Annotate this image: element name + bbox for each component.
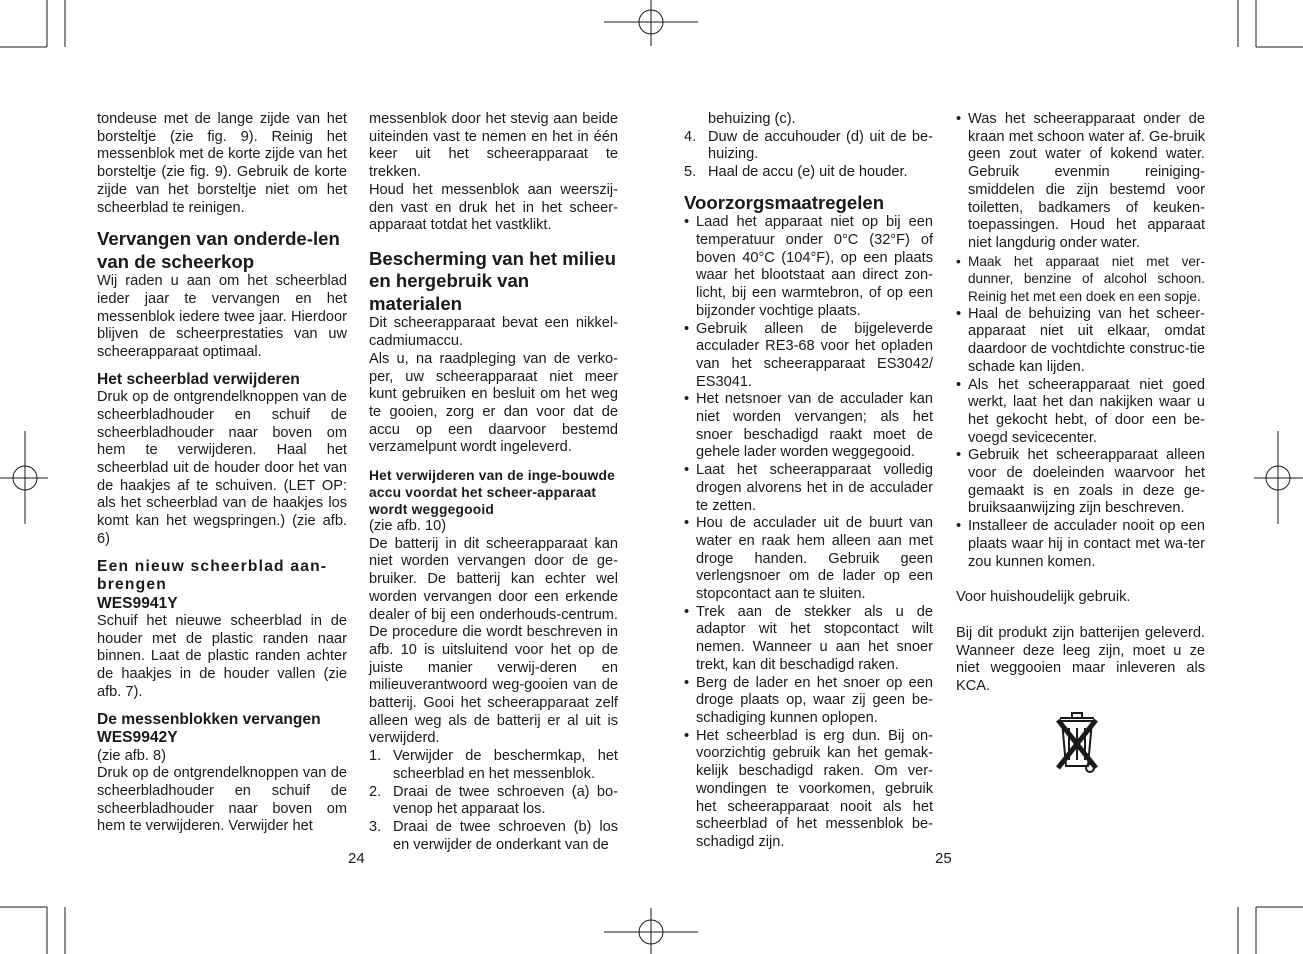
step-number: 4. xyxy=(684,128,697,145)
removal-steps-list xyxy=(369,748,618,854)
paragraph: Dit scheerapparaat bevat een nikkel-cadmiumaccu. xyxy=(369,315,618,350)
list-item xyxy=(369,784,618,819)
list-item xyxy=(369,748,618,783)
list-item: • Laat het scheerapparaat volledig drogen alvorens het in de acculader te zetten. xyxy=(684,462,933,515)
list-item: • Was het scheerapparaat onder de kraan met schoon water af. Ge-bruik geen zout water of kokend water. Gebruik evenmin reiniging-smiddelen die zijn bestemd voor toiletten, badkamers of keuken-toepassingen. Houd het apparaat niet langdurig onder water. xyxy=(956,111,1205,253)
section-title-precautions: Voorzorgsmaatregelen xyxy=(684,191,885,213)
step-text: Draai de twee schroeven (a) bo-venop het apparaat los. xyxy=(393,783,618,818)
right-page-column-1 xyxy=(684,111,933,852)
page-number-left: 24 xyxy=(348,850,365,867)
precautions-list xyxy=(956,111,1205,571)
removal-steps-list xyxy=(684,111,933,182)
paragraph: De batterij in dit scheerapparaat kan niet worden vervangen door de ge-bruiker. De batterij kan echter wel worden vervangen door een erkende dealer of bij een onderhouds-centrum. De procedure die wordt beschreven in afb. 10 is uitsluitend voor het op de juiste manier verwij-deren en milieuverantwoord weg-gooien van de batterij. Gooi het scheerapparaat zelf alleen weg als de batterij er al uit is verwijderd. xyxy=(369,535,618,747)
subsection-title-remove-battery: Het verwijderen van de inge-bouwde accu voordat het scheer-apparaat wordt weggegooid xyxy=(369,468,615,518)
precautions-list xyxy=(684,214,933,851)
list-item: • Installeer de acculader nooit op een plaats waar hij in contact met wa-ter zou kunnen komen. xyxy=(956,518,1205,571)
step-text: Verwijder de beschermkap, het scheerblad en het messenblok. xyxy=(393,748,618,782)
step-number: 2. xyxy=(369,783,382,800)
paragraph: Als u, na raadpleging van de verko-per, uw scheerapparaat niet meer kunt gebruiken en besluit om het weg te gooien, zorg er dan voor dat de accu op een daarvoor bestemd verzamelpunt wordt ingeleverd. xyxy=(369,350,618,456)
step-text: behuizing (c). xyxy=(708,111,796,127)
model-number: WES9942Y xyxy=(97,729,178,747)
household-use-note: Voor huishoudelijk gebruik. xyxy=(956,589,1131,606)
crossed-out-bin-icon xyxy=(1052,706,1102,776)
step-number: 1. xyxy=(369,748,382,765)
figure-reference: (zie afb. 8) xyxy=(97,747,166,764)
page-number-right: 25 xyxy=(935,850,952,867)
subsection-title-remove-foil: Het scheerblad verwijderen xyxy=(97,370,300,388)
list-item: • Hou de acculader uit de buurt van water en raak hem alleen aan met droge handen. Gebruik geen verlengsnoer om de lader op een stopcontact aan te sluiten. xyxy=(684,515,933,604)
list-item: • Als het scheerapparaat niet goed werkt, laat het dan nakijken waar u het gekocht hebt, of door een be-voegd sevicecenter. xyxy=(956,377,1205,448)
subsection-text: Druk op de ontgrendelknoppen van de scheerbladhouder en schuif de scheerbladhouder naar boven om hem te verwijderen. Verwijder het xyxy=(97,765,347,835)
list-item: • Trek aan de stekker als u de adaptor wit het stopcontact wilt nemen. Wanneer u aan het snoer trekt, kan dit beschadigd raken. xyxy=(684,604,933,675)
battery-disposal-note: Bij dit produkt zijn batterijen geleverd. Wanneer deze leeg zijn, moet u ze niet weggooien maar inleveren als KCA. xyxy=(956,624,1205,695)
subsection-title-new-foil: Een nieuw scheerblad aan-brengen xyxy=(97,557,328,594)
list-item xyxy=(684,111,933,129)
model-number: WES9941Y xyxy=(97,594,178,612)
list-item: • Gebruik alleen de bijgeleverde acculader RE3-68 voor het opladen van het scheerapparaat ES3042/ ES3041. xyxy=(684,321,933,392)
list-item: • Laad het apparaat niet op bij een temperatuur onder 0°C (32°F) of boven 40°C (104°F), op een plaats waar het blootstaat aan direct zon-licht, bij een warmtebron, of op een bijzonder vochtige plaats. xyxy=(684,214,933,320)
intro-paragraph: tondeuse met de lange zijde van het borsteltje (zie fig. 9). Reinig het messenblok met de korte zijde van het borsteltje (zie fig. 9). Gebruik de korte zijde van het borsteltje niet om het scheerblad te reinigen. xyxy=(97,111,347,216)
list-item xyxy=(369,819,618,854)
list-item: • Haal de behuizing van het scheer-apparaat niet uit elkaar, omdat daardoor de vochtdichte construc-tie schade kan lijden. xyxy=(956,306,1205,377)
subsection-title-replace-blades: De messenblokken vervangen xyxy=(97,710,321,728)
list-item: • Gebruik het scheerapparaat alleen voor de doeleinden waarvoor het gemaakt is en zoals in deze ge-bruiksaanwijzing zijn beschreven. xyxy=(956,447,1205,518)
left-page-column-2 xyxy=(369,111,618,854)
list-item xyxy=(684,129,933,164)
step-text: Haal de accu (e) uit de houder. xyxy=(708,164,908,181)
step-number: 5. xyxy=(684,164,697,181)
section-text: Wij raden u aan om het scheerblad ieder jaar te vervangen en het messenblok iedere twee jaar. Hierdoor blijven de scheerprestaties van uw scheerapparaat optimaal. xyxy=(97,273,347,361)
list-item: • Berg de lader en het snoer op een droge plaats op, waar zij geen be-schadiging kunnen oplopen. xyxy=(684,675,933,728)
list-item: • Het scheerblad is erg dun. Bij on-voorzichtig gebruik kan het gemak-kelijk beschadigd raken. Om ver-wondingen te voorkomen, gebruik het scheerapparaat nooit als het scheerblad of het messenblok be-schadigd zijn. xyxy=(684,728,933,852)
paragraph: Houd het messenblok aan weerszij-den vast en druk het in het scheer-apparaat totdat het vastklikt. xyxy=(369,181,618,234)
step-text: Duw de accuhouder (d) uit de be-huizing. xyxy=(708,128,933,163)
list-item: • Maak het apparaat niet met ver-dunner, benzine of alcohol schoon. Reinig het met een doek en een sopje. xyxy=(956,253,1205,306)
right-page-column-2 xyxy=(956,111,1205,696)
step-number: 3. xyxy=(369,819,382,835)
subsection-text: Schuif het nieuwe scheerblad in de houder met de plastic randen naar binnen. Laat de plastic randen achter de haakjes in de houder vallen (zie afb. 7). xyxy=(97,613,347,700)
section-title-replace-parts: Vervangen van onderde-len van de scheerkop xyxy=(97,228,340,272)
list-item: • Het netsnoer van de acculader kan niet worden vervangen; als het snoer beschadigd raakt moet de gehele lader worden weggegooid. xyxy=(684,391,933,462)
figure-reference: (zie afb. 10) xyxy=(369,518,447,535)
section-title-environment: Bescherming van het milieu en hergebruik van materialen xyxy=(369,247,616,314)
step-text: Draai de twee schroeven (b) los en verwijder de onderkant van de xyxy=(393,819,618,853)
list-item xyxy=(684,164,933,182)
paragraph: messenblok door het stevig aan beide uiteinden vast te nemen en het in één keer uit het scheerapparaat te trekken. xyxy=(369,111,618,181)
left-page-column-1 xyxy=(97,111,347,836)
subsection-text: Druk op de ontgrendelknoppen van de scheerbladhouder en schuif de scheerbladhouder naar boven om hem te verwijderen. Haal het scheerblad uit de houder door het van de haakjes af te schuiven. (LET OP: als het scheerblad van de haakjes los komt kan het wegspringen.) (zie afb. 6) xyxy=(97,389,347,547)
